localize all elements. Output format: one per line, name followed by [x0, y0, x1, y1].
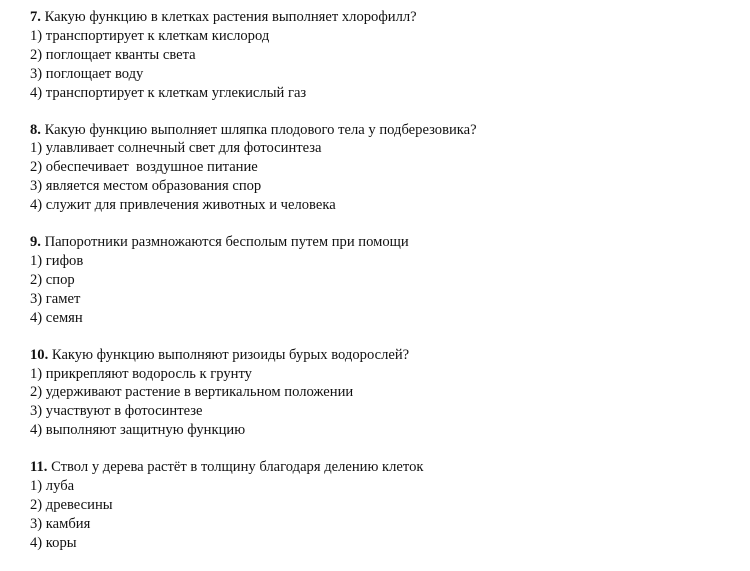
answer-option: 2) обеспечивает воздушное питание: [30, 159, 258, 176]
answer-option: 4) семян: [30, 309, 83, 326]
answer-option: 1) прикрепляют водоросль к грунту: [30, 365, 252, 382]
question-number: 8.: [30, 121, 41, 138]
answer-option: 4) служит для привлечения животных и человека: [30, 197, 336, 214]
question-prompt: Какую функцию выполняют ризоиды бурых водорослей?: [51, 346, 410, 363]
question-text: [30, 8, 730, 27]
question-7: [30, 8, 730, 103]
answer-option: 4) транспортирует к клеткам углекислый газ: [30, 84, 307, 101]
question-number: 7.: [30, 9, 41, 25]
answer-option: 3) является местом образования спор: [30, 178, 262, 195]
answer-option: 1) улавливает солнечный свет для фотосинтеза: [30, 140, 322, 157]
answer-option: 1) транспортирует к клеткам кислород: [30, 27, 270, 44]
answer-option: 2) поглощает кванты света: [30, 46, 196, 63]
answer-option: 3) камбия: [30, 515, 91, 532]
answer-option: 1) гифов: [30, 252, 84, 269]
answer-option: 4) коры: [30, 534, 77, 551]
answer-option: 2) спор: [30, 271, 75, 288]
question-8: [30, 121, 730, 216]
question-number: 10.: [30, 346, 49, 363]
question-9: [30, 233, 730, 328]
answer-option: 3) поглощает воду: [30, 65, 144, 82]
question-prompt: Папоротники размножаются бесполым путем при помощи: [44, 234, 409, 251]
question-prompt: Какую функцию в клетках растения выполняет хлорофилл?: [44, 9, 417, 25]
question-text: [30, 121, 730, 140]
question-text: [30, 346, 730, 365]
quiz-document: [30, 8, 730, 571]
answer-option: 2) древесины: [30, 496, 113, 513]
answer-option: 3) гамет: [30, 290, 81, 307]
question-prompt: Ствол у дерева растёт в толщину благодаря делению клеток: [51, 459, 424, 476]
answer-option: 2) удерживают растение в вертикальном положении: [30, 384, 354, 401]
question-text: [30, 233, 730, 252]
answer-option: 4) выполняют защитную функцию: [30, 422, 246, 439]
question-text: [30, 458, 730, 477]
answer-option: 3) участвуют в фотосинтезе: [30, 403, 203, 420]
question-number: 9.: [30, 234, 41, 251]
answer-option: 1) луба: [30, 478, 75, 495]
question-number: 11.: [30, 459, 48, 476]
question-prompt: Какую функцию выполняет шляпка плодового тела у подберезовика?: [44, 121, 477, 138]
question-10: [30, 346, 730, 441]
question-11: [30, 458, 730, 553]
